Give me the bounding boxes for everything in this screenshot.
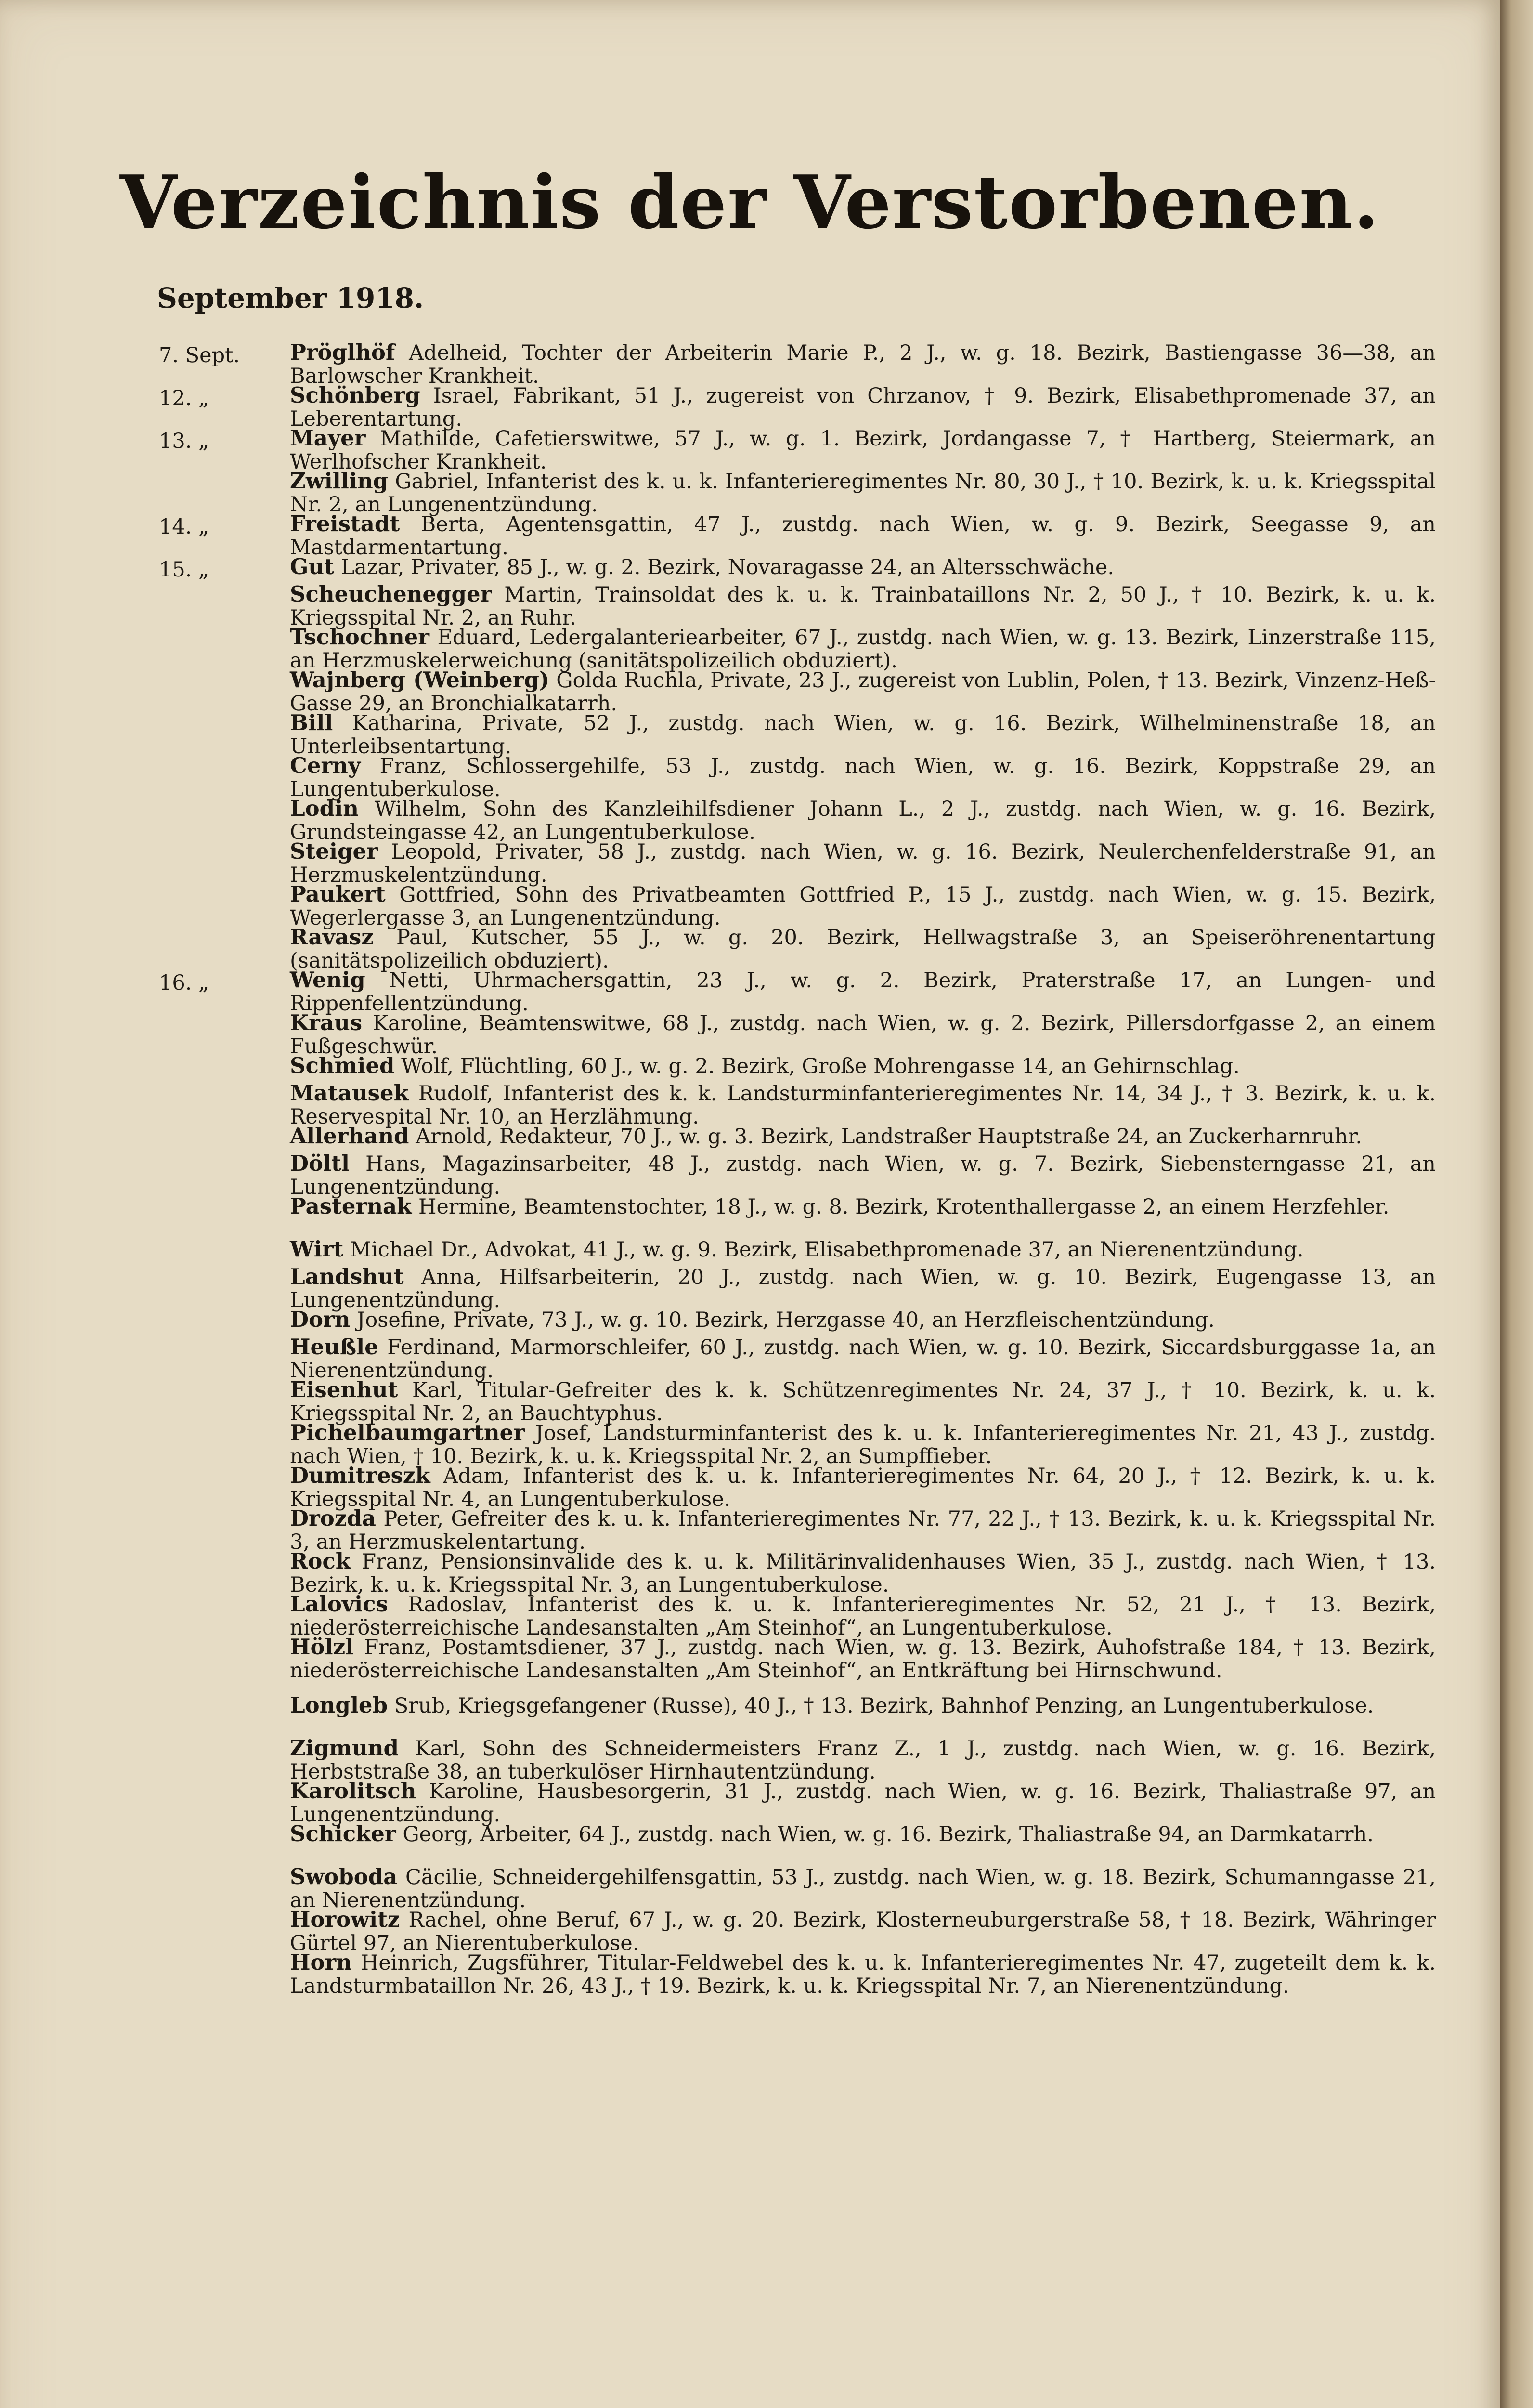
entry-surname: Swoboda <box>290 1864 398 1889</box>
entry-details: Gabriel, Infanterist des k. u. k. Infanterieregimentes Nr. 80, 30 J., † 10. Bezirk, k. u. k. Kriegsspital Nr. 2, an Lungenentzündung. <box>290 470 1436 517</box>
list-item <box>159 1054 1449 1082</box>
list-item <box>159 1463 1449 1511</box>
entry-surname: Karolitsch <box>290 1778 416 1804</box>
entry-text <box>290 1054 1436 1078</box>
list-item <box>159 710 1449 759</box>
entry-text <box>290 555 1436 579</box>
entry-details: Mathilde, Cafetierswitwe, 57 J., w. g. 1. Bezirk, Jordangasse 7, † Hartberg, Steiermark, an Werlhofscher Krankheit. <box>290 427 1436 474</box>
entry-text <box>290 1780 1436 1826</box>
list-item <box>159 1080 1449 1129</box>
entry-date: 13. „ <box>159 429 209 453</box>
list-item <box>159 881 1449 930</box>
list-item <box>159 1907 1449 1955</box>
entry-surname: Longleb <box>290 1692 388 1718</box>
entry-surname: Lodin <box>290 796 359 821</box>
entry-details: Hermine, Beamtenstochter, 18 J., w. g. 8. Bezirk, Krotenthallergasse 2, an einem Herzfehler. <box>418 1195 1390 1219</box>
list-item <box>159 581 1449 630</box>
entry-text <box>290 926 1436 972</box>
list-item <box>159 796 1449 844</box>
entry-surname: Rock <box>290 1548 351 1574</box>
entry-surname: Drozda <box>290 1505 376 1531</box>
entry-surname: Wirt <box>290 1236 344 1262</box>
entry-details: Cäcilie, Schneidergehilfensgattin, 53 J., zustdg. nach Wien, w. g. 18. Bezirk, Schumanngasse 21, an Nierenentzündung. <box>290 1865 1436 1912</box>
entry-details: Anna, Hilfsarbeiterin, 20 J., zustdg. nach Wien, w. g. 10. Bezirk, Eugengasse 13, an Lungenentzündung. <box>290 1265 1436 1312</box>
entry-text <box>290 341 1436 388</box>
entry-surname: Pröglhöf <box>290 340 395 365</box>
entry-text <box>290 384 1436 431</box>
entry-text <box>290 1308 1436 1332</box>
entry-details: Gottfried, Sohn des Privatbeamten Gottfried P., 15 J., zustdg. nach Wien, w. g. 15. Bezirk, Wegerlergasse 3, an Lungenentzündung. <box>290 883 1436 930</box>
entry-details: Lazar, Privater, 85 J., w. g. 2. Bezirk, Novaragasse 24, an Altersschwäche. <box>340 555 1115 579</box>
entry-details: Franz, Postamtsdiener, 37 J., zustdg. nach Wien, w. g. 13. Bezirk, Auhofstraße 184, † 13. Bezirk, niederösterreichische Landesanstalten „Am Steinhof“, an Entkräftung bei Hirnschwund. <box>290 1636 1436 1683</box>
entry-text <box>290 1011 1436 1058</box>
list-item <box>159 1694 1449 1737</box>
entry-details: Michael Dr., Advokat, 41 J., w. g. 9. Bezirk, Elisabethpromenade 37, an Nierenentzündung. <box>350 1238 1304 1262</box>
entry-surname: Horn <box>290 1950 352 1975</box>
entry-details: Wilhelm, Sohn des Kanzleihilfsdiener Johann L., 2 J., zustdg. nach Wien, w. g. 16. Bezirk, Grundsteingasse 42, an Lungentuberkulose. <box>290 797 1436 844</box>
entry-text <box>290 968 1436 1015</box>
list-item <box>159 1151 1449 1199</box>
section-heading-month: September 1918. <box>157 282 424 314</box>
list-item <box>159 1864 1449 1912</box>
list-item <box>159 753 1449 801</box>
entry-details: Netti, Uhrmachersgattin, 23 J., w. g. 2. Bezirk, Praterstraße 17, an Lungen- und Rippenfellentzündung. <box>290 968 1436 1016</box>
list-item <box>159 924 1449 973</box>
entry-details: Paul, Kutscher, 55 J., w. g. 20. Bezirk, Hellwagstraße 3, an Speiseröhrenentartung (sanitätspolizeilich obduziert). <box>290 926 1436 973</box>
entry-surname: Tschochner <box>290 624 429 650</box>
entry-date: 12. „ <box>159 386 209 410</box>
entry-details: Martin, Trainsoldat des k. u. k. Trainbataillons Nr. 2, 50 J., † 10. Bezirk, k. u. k. Kriegsspital Nr. 2, an Ruhr. <box>290 583 1436 630</box>
list-item <box>159 838 1449 887</box>
entry-text <box>290 1464 1436 1511</box>
entry-text <box>290 1951 1436 1998</box>
entry-surname: Lalovics <box>290 1591 388 1617</box>
list-item <box>159 1010 1449 1059</box>
list-item <box>159 1264 1449 1312</box>
entry-surname: Schönberg <box>290 382 420 408</box>
entry-text <box>290 626 1436 672</box>
entry-text <box>290 1822 1436 1846</box>
entry-surname: Horowitz <box>290 1907 400 1932</box>
entry-surname: Mayer <box>290 425 366 451</box>
list-item <box>159 1308 1449 1335</box>
entry-text <box>290 1195 1436 1218</box>
entry-surname: Landshut <box>290 1264 404 1289</box>
entry-text <box>290 1082 1436 1128</box>
entry-surname: Freistadt <box>290 511 400 537</box>
entry-surname: Scheuchenegger <box>290 581 492 607</box>
list-item <box>159 1377 1449 1426</box>
entry-details: Karl, Titular-Gefreiter des k. k. Schützenregimentes Nr. 24, 37 J., † 10. Bezirk, k. u. k. Kriegsspital Nr. 2, an Bauchtyphus. <box>290 1378 1436 1426</box>
list-item <box>159 1822 1449 1865</box>
entry-text <box>290 1908 1436 1955</box>
list-item <box>159 1591 1449 1640</box>
entry-surname: Paukert <box>290 881 386 907</box>
entry-details: Leopold, Privater, 58 J., zustdg. nach Wien, w. g. 16. Bezirk, Neulerchenfelderstraße 91, an Herzmuskelentzündung. <box>290 840 1436 887</box>
entry-surname: Gut <box>290 554 334 579</box>
list-item <box>159 667 1449 716</box>
entry-surname: Pasternak <box>290 1193 412 1219</box>
entry-text <box>290 1550 1436 1597</box>
entry-text <box>290 754 1436 801</box>
list-item <box>159 1195 1449 1238</box>
entry-surname: Ravasz <box>290 924 374 950</box>
list-item <box>159 382 1449 431</box>
entry-text <box>290 1125 1436 1148</box>
list-item <box>159 1548 1449 1597</box>
entry-surname: Eisenhut <box>290 1377 398 1402</box>
list-item <box>159 425 1449 474</box>
entry-text <box>290 1421 1436 1468</box>
entry-surname: Döltl <box>290 1151 350 1176</box>
death-register-list <box>159 341 1449 2009</box>
entry-details: Golda Ruchla, Private, 23 J., zugereist von Lublin, Polen, † 13. Bezirk, Vinzenz-Heß-Gasse 29, an Bronchialkatarrh. <box>290 668 1436 716</box>
entry-surname: Steiger <box>290 838 378 864</box>
entry-details: Franz, Schlossergehilfe, 53 J., zustdg. nach Wien, w. g. 16. Bezirk, Koppstraße 29, an Lungentuberkulose. <box>290 754 1436 801</box>
entry-details: Srub, Kriegsgefangener (Russe), 40 J., † 13. Bezirk, Bahnhof Penzing, an Lungentuberkulose. <box>394 1694 1374 1718</box>
entry-date: 15. „ <box>159 558 209 582</box>
entry-surname: Pichelbaumgartner <box>290 1420 525 1445</box>
entry-text <box>290 1507 1436 1554</box>
entry-surname: Schmied <box>290 1053 395 1078</box>
entry-details: Eduard, Ledergalanteriearbeiter, 67 J., zustdg. nach Wien, w. g. 13. Bezirk, Linzerstraße 115, an Herzmuskelerweichung (sanitätspolizeilich obduziert). <box>290 626 1436 673</box>
entry-surname: Zwilling <box>290 468 389 494</box>
entry-text <box>290 797 1436 844</box>
entry-date: 7. Sept. <box>159 343 240 367</box>
list-item <box>159 1238 1449 1265</box>
entry-surname: Cerny <box>290 753 361 778</box>
entry-surname: Kraus <box>290 1010 363 1035</box>
entry-surname: Matausek <box>290 1080 409 1106</box>
entry-details: Israel, Fabrikant, 51 J., zugereist von Chrzanov, † 9. Bezirk, Elisabethpromenade 37, an Leberentartung. <box>290 384 1436 431</box>
entry-surname: Allerhand <box>290 1123 409 1149</box>
list-item <box>159 1735 1449 1784</box>
entry-text <box>290 1636 1436 1682</box>
entry-surname: Wenig <box>290 967 365 993</box>
entry-text <box>290 711 1436 758</box>
entry-surname: Hölzl <box>290 1634 354 1660</box>
entry-text <box>290 427 1436 473</box>
entry-details: Heinrich, Zugsführer, Titular-Feldwebel des k. u. k. Infanterieregimentes Nr. 47, zugeteilt dem k. k. Landsturmbataillon Nr. 26, 43 J., † 19. Bezirk, k. u. k. Kriegsspital Nr. 7, an Nierenentzündung. <box>290 1951 1436 1998</box>
entry-surname: Zigmund <box>290 1735 399 1761</box>
entry-surname: Schicker <box>290 1821 396 1846</box>
entry-details: Peter, Gefreiter des k. u. k. Infanterieregimentes Nr. 77, 22 J., † 13. Bezirk, k. u. k. Kriegsspital Nr. 3, an Herzmuskelentartung. <box>290 1507 1436 1554</box>
entry-details: Georg, Arbeiter, 64 J., zustdg. nach Wien, w. g. 16. Bezirk, Thaliastraße 94, an Darmkatarrh. <box>403 1822 1374 1846</box>
entry-details: Adelheid, Tochter der Arbeiterin Marie P., 2 J., w. g. 18. Bezirk, Bastiengasse 36—38, an Barlowscher Krankheit. <box>290 341 1436 388</box>
entry-text <box>290 583 1436 629</box>
entry-text <box>290 883 1436 929</box>
list-item <box>159 1505 1449 1554</box>
list-item <box>159 1125 1449 1152</box>
list-item <box>159 1778 1449 1827</box>
entry-details: Ferdinand, Marmorschleifer, 60 J., zustdg. nach Wien, w. g. 10. Bezirk, Siccardsburggasse 1a, an Nierenentzündung. <box>290 1335 1436 1383</box>
list-item <box>159 1636 1449 1694</box>
entry-details: Rudolf, Infanterist des k. k. Landsturminfanterieregimentes Nr. 14, 34 J., † 3. Bezirk, k. u. k. Reservespital Nr. 10, an Herzlähmung. <box>290 1082 1436 1129</box>
entry-details: Radoslav, Infanterist des k. u. k. Infanterieregimentes Nr. 52, 21 J., † 13. Bezirk, niederösterreichische Landesanstalten „Am Steinhof“, an Lungentuberkulose. <box>290 1593 1436 1640</box>
entry-details: Katharina, Private, 52 J., zustdg. nach Wien, w. g. 16. Bezirk, Wilhelminenstraße 18, an Unterleibsentartung. <box>290 711 1436 759</box>
entry-text <box>290 1152 1436 1199</box>
entry-surname: Bill <box>290 710 333 735</box>
adjacent-page-edge <box>1500 0 1533 2408</box>
entry-text <box>290 1238 1436 1261</box>
list-item <box>159 511 1449 560</box>
entry-details: Berta, Agentensgattin, 47 J., zustdg. nach Wien, w. g. 9. Bezirk, Seegasse 9, an Mastdarmentartung. <box>290 512 1436 560</box>
entry-details: Karl, Sohn des Schneidermeisters Franz Z., 1 J., zustdg. nach Wien, w. g. 16. Bezirk, Herbststraße 38, an tuberkulöser Hirnhautentzündung. <box>290 1737 1436 1784</box>
entry-details: Hans, Magazinsarbeiter, 48 J., zustdg. nach Wien, w. g. 7. Bezirk, Siebensterngasse 21, an Lungenentzündung. <box>290 1152 1436 1199</box>
entry-text <box>290 1335 1436 1382</box>
entry-surname: Dorn <box>290 1307 351 1332</box>
entry-text <box>290 512 1436 559</box>
entry-details: Adam, Infanterist des k. u. k. Infanterieregimentes Nr. 64, 20 J., † 12. Bezirk, k. u. k. Kriegsspital Nr. 4, an Lungentuberkulose. <box>290 1464 1436 1511</box>
entry-date: 16. „ <box>159 971 209 995</box>
entry-details: Karoline, Hausbesorgerin, 31 J., zustdg. nach Wien, w. g. 16. Bezirk, Thaliastraße 97, an Lungenentzündung. <box>290 1780 1436 1827</box>
entry-date: 14. „ <box>159 515 209 539</box>
list-item <box>159 340 1449 388</box>
entry-surname: Wajnberg (Weinberg) <box>290 667 550 693</box>
entry-text <box>290 1865 1436 1912</box>
entry-text <box>290 1265 1436 1312</box>
entry-details: Rachel, ohne Beruf, 67 J., w. g. 20. Bezirk, Klosterneuburgerstraße 58, † 18. Bezirk, Währinger Gürtel 97, an Nierentuberkulose. <box>290 1908 1436 1955</box>
entry-text <box>290 470 1436 516</box>
entry-text <box>290 840 1436 887</box>
list-item <box>159 1334 1449 1383</box>
page-title: Verzeichnis der Verstorbenen. <box>120 159 1380 245</box>
entry-text <box>290 668 1436 715</box>
list-item <box>159 468 1449 517</box>
entry-text <box>290 1737 1436 1783</box>
entry-details: Wolf, Flüchtling, 60 J., w. g. 2. Bezirk, Große Mohrengasse 14, an Gehirnschlag. <box>401 1054 1240 1078</box>
entry-details: Franz, Pensionsinvalide des k. u. k. Militärinvalidenhauses Wien, 35 J., zustdg. nach Wien, † 13. Bezirk, k. u. k. Kriegsspital Nr. 3, an Lungentuberkulose. <box>290 1550 1436 1597</box>
entry-details: Josefine, Private, 73 J., w. g. 10. Bezirk, Herzgasse 40, an Herzfleischentzündung. <box>357 1308 1215 1332</box>
entry-surname: Heußle <box>290 1334 378 1360</box>
entry-surname: Dumitreszk <box>290 1463 430 1488</box>
entry-text <box>290 1694 1436 1717</box>
entry-details: Josef, Landsturminfanterist des k. u. k. Infanterieregimentes Nr. 21, 43 J., zustdg. nach Wien, † 10. Bezirk, k. u. k. Kriegsspital Nr. 2, an Sumpffieber. <box>290 1421 1436 1468</box>
list-item <box>159 1420 1449 1468</box>
entry-text <box>290 1593 1436 1639</box>
list-item <box>159 555 1449 583</box>
list-item <box>159 624 1449 673</box>
list-item <box>159 967 1449 1016</box>
entry-details: Arnold, Redakteur, 70 J., w. g. 3. Bezirk, Landstraßer Hauptstraße 24, an Zuckerharnruhr. <box>416 1125 1363 1149</box>
entry-text <box>290 1378 1436 1425</box>
entry-details: Karoline, Beamtenswitwe, 68 J., zustdg. nach Wien, w. g. 2. Bezirk, Pillersdorfgasse 2, an einem Fußgeschwür. <box>290 1011 1436 1059</box>
list-item <box>159 1951 1449 2009</box>
